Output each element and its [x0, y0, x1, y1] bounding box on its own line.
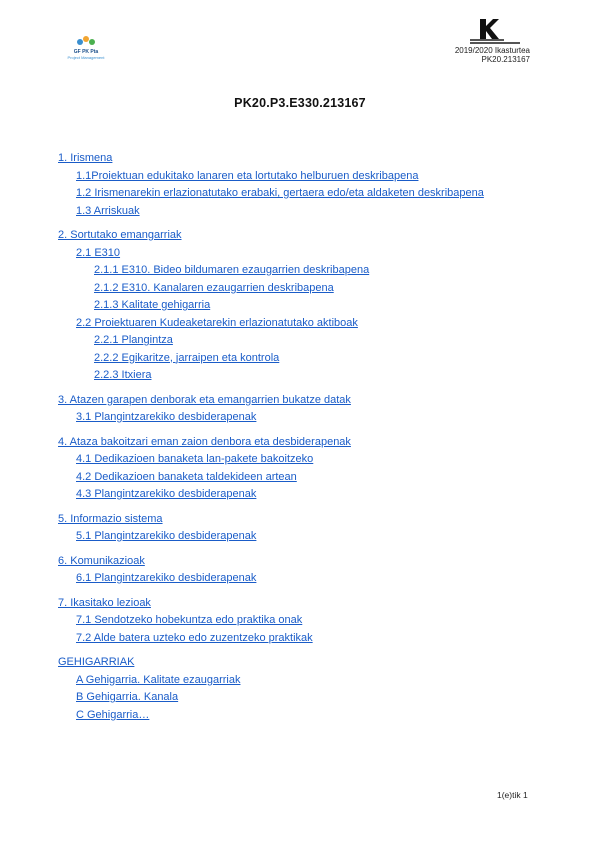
toc-section-1[interactable]: 1. Irismena [58, 152, 113, 164]
table-of-contents [58, 150, 538, 724]
toc-item-3-1[interactable]: 3.1 Plangintzarekiko desbiderapenak [76, 411, 257, 423]
toc-section-7[interactable]: 7. Ikasitako lezioak [58, 596, 151, 609]
toc-section-5[interactable]: 5. Informazio sistema [58, 512, 163, 525]
toc-appendix-b[interactable]: B Gehigarria. Kanala [76, 691, 179, 703]
toc-section-2[interactable]: 2. Sortutako emangarriak [58, 229, 182, 241]
logo-tagline: Project Management [67, 55, 105, 60]
header-meta [455, 46, 530, 64]
organization-logo [56, 36, 116, 68]
toc-item-4-3[interactable]: 4.3 Plangintzarekiko desbiderapenak [76, 488, 257, 500]
toc-item-2-2-1[interactable]: 2.2.1 Plangintza [94, 334, 173, 346]
toc-appendix-c[interactable]: C Gehigarria… [76, 708, 150, 721]
toc-item-5-1[interactable]: 5.1 Plangintzarekiko desbiderapenak [76, 530, 257, 542]
university-logo [470, 18, 530, 46]
toc-appendix-a[interactable]: A Gehigarria. Kalitate ezaugarriak [76, 673, 241, 686]
toc-item-2-1[interactable]: 2.1 E310 [76, 246, 121, 259]
toc-item-4-1[interactable]: 4.1 Dedikazioen banaketa lan-pakete bakoitzeko [76, 453, 314, 465]
toc-appendices[interactable]: GEHIGARRIAK [58, 656, 135, 668]
toc-item-1-1[interactable]: 1.1Proiektuan edukitako lanaren eta lortutako helburuen deskribapena [76, 169, 419, 182]
toc-section-4[interactable]: 4. Ataza bakoitzari eman zaion denbora eta desbiderapenak [58, 435, 351, 448]
toc-item-6-1[interactable]: 6.1 Plangintzarekiko desbiderapenak [76, 572, 257, 584]
logo-org-text: GF PK Pta [73, 49, 99, 55]
university-logo-icon [478, 18, 500, 40]
toc-section-3[interactable]: 3. Atazen garapen denborak eta emangarrien bukatze datak [58, 393, 351, 406]
document-title: PK20.P3.E330.213167 [234, 96, 366, 110]
academic-year: 2019/2020 Ikasturtea [454, 46, 530, 55]
toc-section-6[interactable]: 6. Komunikazioak [58, 554, 145, 567]
toc-item-2-2[interactable]: 2.2 Proiektuaren Kudeaketarekin erlazionatutako aktiboak [76, 316, 358, 329]
toc-item-2-2-3[interactable]: 2.2.3 Itxiera [94, 369, 152, 381]
toc-item-2-1-3[interactable]: 2.1.3 Kalitate gehigarria [94, 299, 211, 311]
logo-dots-icon [75, 36, 97, 48]
logo-wordmark-lines [470, 38, 530, 44]
toc-item-2-2-2[interactable]: 2.2.2 Egikaritze, jarraipen eta kontrola [94, 351, 280, 364]
toc-item-1-2[interactable]: 1.2 Irismenarekin erlazionatutako erabaki, gertaera edo/eta aldaketen deskribapena [76, 187, 484, 199]
header-doc-code: PK20.213167 [481, 55, 530, 64]
toc-item-2-1-2[interactable]: 2.1.2 E310. Kanalaren ezaugarrien deskribapena [94, 281, 334, 294]
toc-item-7-1[interactable]: 7.1 Sendotzeko hobekuntza edo praktika onak [76, 614, 303, 626]
toc-item-4-2[interactable]: 4.2 Dedikazioen banaketa taldekideen artean [76, 470, 297, 483]
page-number: 1(e)tik 1 [497, 790, 528, 800]
toc-item-7-2[interactable]: 7.2 Alde batera uzteko edo zuzentzeko praktikak [76, 631, 313, 644]
toc-item-1-3[interactable]: 1.3 Arriskuak [76, 204, 140, 217]
toc-item-2-1-1[interactable]: 2.1.1 E310. Bideo bildumaren ezaugarrien deskribapena [94, 264, 370, 276]
